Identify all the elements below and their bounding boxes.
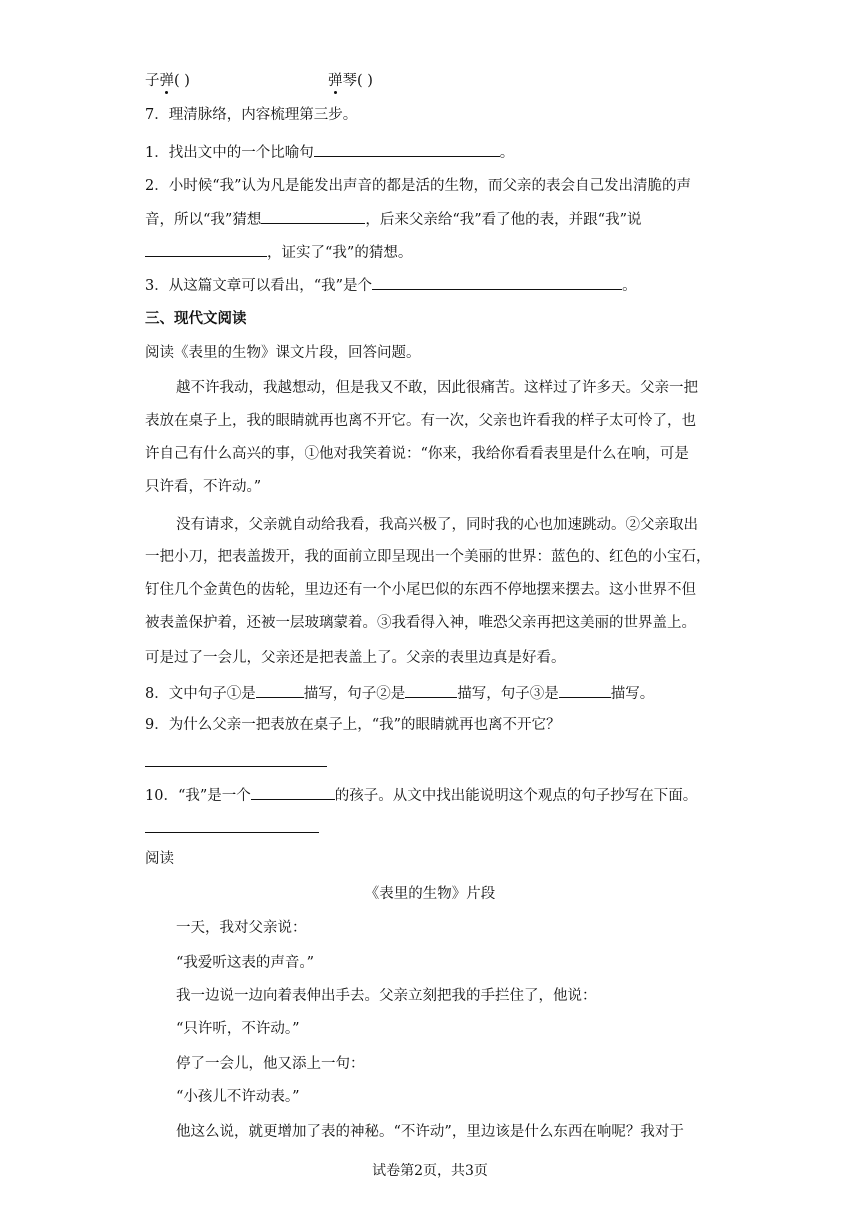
q8-text-c: 描写，句子③是	[457, 686, 559, 702]
q7-s1-answer-blank[interactable]	[314, 141, 500, 157]
q8-text-d: 描写。	[610, 686, 655, 702]
q8-blank-1[interactable]	[256, 682, 304, 698]
passage-line: 表放在桌子上，我的眼睛就再也离不开它。有一次，父亲也许看我的样子太可怜了，也	[145, 413, 696, 429]
q7-s2-line1: 2．小时候“我”认为凡是能发出声音的都是活的生物，而父亲的表会自己发出清脆的声	[145, 178, 692, 194]
q7-s2-line2	[145, 208, 641, 230]
q10-blank[interactable]	[251, 784, 335, 800]
word2-suffix: 琴	[342, 73, 357, 89]
q7-s2-text-c: ，证实了“我”的猜想。	[267, 245, 413, 261]
q7-title: 7．理清脉络，内容梳理第三步。	[145, 107, 358, 123]
reading2-line: “我爱听这表的声音。”	[176, 955, 315, 971]
q8-text-b: 描写，句子②是	[303, 686, 406, 702]
q10	[145, 784, 697, 806]
passage-line: 越不许我动，我越想动，但是我又不敢，因此很痛苦。这样过了许多天。父亲一把	[176, 380, 698, 396]
reading2-line: 我一边说一边向着表伸出手去。父亲立刻把我的手拦住了，他说：	[176, 988, 597, 1004]
passage-line: 可是过了一会儿，父亲还是把表盖上了。父亲的表里边真是好看。	[145, 650, 566, 666]
q7-s2-blank-1[interactable]	[261, 208, 365, 224]
reading2-line: 停了一会儿，他又添上一句：	[176, 1056, 365, 1072]
q7-s3-answer-blank[interactable]	[372, 274, 622, 290]
q7-s3-end: 。	[622, 278, 637, 294]
q8-blank-2[interactable]	[405, 682, 457, 698]
q8-text-a: 8．文中句子①是	[145, 686, 256, 702]
passage-line: 被表盖保护着，还被一层玻璃蒙着。③我看得入神，唯恐父亲再把这美丽的世界盖上。	[145, 615, 696, 631]
q8	[145, 682, 654, 704]
phonetic-item-2	[328, 71, 373, 91]
q9-answer-line[interactable]	[145, 766, 327, 767]
reading2-line: “小孩儿不许动表。”	[176, 1089, 300, 1105]
q9: 9．为什么父亲一把表放在桌子上，“我”的眼睛就再也离不开它？	[145, 717, 561, 733]
q7-s3-text: 3．从这篇文章可以看出，“我”是个	[145, 278, 373, 294]
reading2-line: 他这么说，就更增加了表的神秘。“不许动”，里边该是什么东西在响呢？我对于	[176, 1124, 684, 1140]
section-heading: 三、现代文阅读	[145, 311, 247, 327]
q7-s2-text-b: ，后来父亲给“我”看了他的表，并跟“我”说	[365, 212, 642, 228]
reading2-line: 一天，我对父亲说：	[176, 920, 307, 936]
q7-s2-text-a: 音，所以“我”猜想	[145, 212, 262, 228]
q7-s1	[145, 141, 514, 163]
q7-s3	[145, 274, 637, 296]
q7-s2-line3	[145, 241, 412, 263]
passage-line: 许自己有什么高兴的事，①他对我笑着说：“你来，我给你看看表里是什么在响，可是	[145, 446, 689, 462]
page-footer: 试卷第2页，共3页	[372, 1163, 488, 1179]
q10-text-b: 的孩子。从文中找出能说明这个观点的句子抄写在下面。	[334, 788, 698, 804]
passage-line: 只许看，不许动。”	[145, 479, 262, 495]
q8-blank-3[interactable]	[559, 682, 611, 698]
q7-s1-end: 。	[499, 145, 515, 161]
passage-line: 一把小刀，把表盖拨开，我的面前立即呈现出一个美丽的世界：蓝色的、红色的小宝石，	[145, 549, 711, 565]
q10-answer-line[interactable]	[145, 832, 319, 833]
word1-dotted-char: 弹	[159, 73, 174, 89]
q7-s1-text: 1．找出文中的一个比喻句	[145, 145, 314, 161]
passage-line: 没有请求，父亲就自动给我看，我高兴极了，同时我的心也加速跳动。②父亲取出	[176, 517, 698, 533]
reading2-label: 阅读	[145, 851, 174, 867]
word1-paren: ( )	[174, 73, 190, 89]
phonetic-item-row	[145, 71, 190, 91]
reading-intro: 阅读《表里的生物》课文片段，回答问题。	[145, 345, 421, 361]
word2-paren: ( )	[357, 73, 373, 89]
word1-prefix: 子	[145, 73, 160, 89]
passage-line: 钉住几个金黄色的齿轮，里边还有一个小尾巴似的东西不停地摆来摆去。这小世界不但	[145, 582, 696, 598]
q7-s2-blank-2[interactable]	[145, 241, 267, 257]
q10-text-a: 10．“我”是一个	[145, 788, 251, 804]
word2-dotted-char: 弹	[328, 73, 343, 89]
reading2-title: 《表里的生物》片段	[364, 886, 496, 902]
reading2-line: “只许听，不许动。”	[176, 1021, 300, 1037]
